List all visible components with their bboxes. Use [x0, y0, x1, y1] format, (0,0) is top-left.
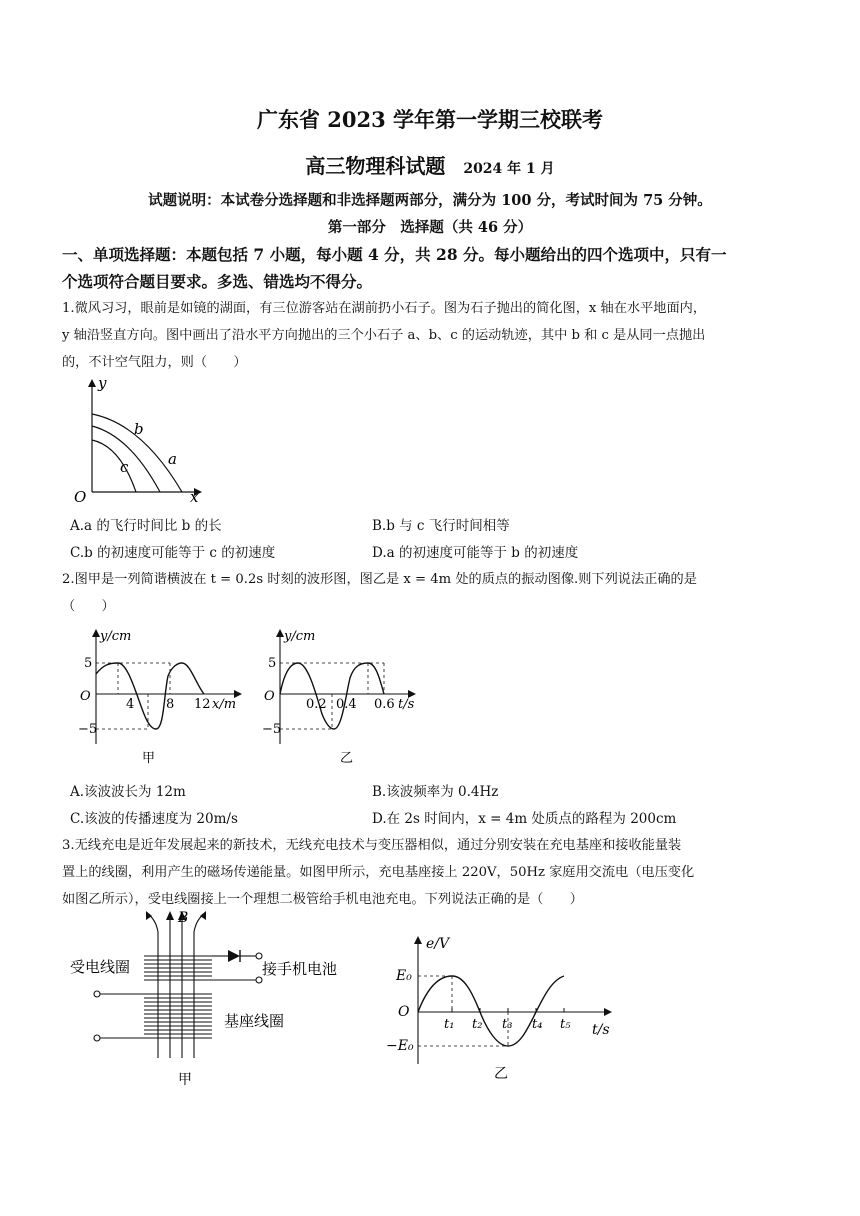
q2-yi-tick-02: 0.2 — [306, 697, 327, 712]
q2-option-d[interactable]: D.在 2s 时间内，x = 4m 处质点的路程为 200cm — [372, 811, 677, 827]
q1-option-d[interactable]: D.a 的初速度可能等于 b 的初速度 — [372, 545, 579, 561]
q3-b-label: B — [178, 910, 189, 926]
q2-option-c[interactable]: C.该波的传播速度为 20m/s — [70, 811, 238, 827]
q3-yi-caption: 乙 — [494, 1066, 508, 1082]
q2-jia-ylabel: y/cm — [100, 629, 132, 644]
q2-jia-xlabel: x/m — [212, 697, 237, 712]
q1-trajectory-figure — [70, 374, 210, 506]
q3-yi-tick-t2: t₂ — [472, 1017, 483, 1032]
q3-line1: 3.无线充电是近年发展起来的新技术，无线充电技术与变压器相似，通过分别安装在充电基座和接收能量装 — [62, 838, 682, 853]
q1-option-c[interactable]: C.b 的初速度可能等于 c 的初速度 — [70, 545, 276, 561]
q2-jia-origin: O — [80, 689, 91, 704]
q2-yi-tick-06: 0.6 — [374, 697, 395, 712]
q3-coil-figure — [64, 908, 364, 1092]
q2-jia-tick-4: 4 — [126, 697, 135, 712]
section1-line1: 一、单项选择题：本题包括 7 小题，每小题 4 分，共 28 分。每小题给出的四个选项中，只有一 — [62, 245, 727, 264]
q2-yi-origin: O — [264, 689, 275, 704]
q1-option-a[interactable]: A.a 的飞行时间比 b 的长 — [70, 518, 222, 534]
exam-instructions: 试题说明：本试卷分选择题和非选择题两部分，满分为 100 分，考试时间为 75 分钟。 — [148, 192, 712, 209]
exam-subtitle-row — [0, 150, 860, 179]
q1-line1: 1.微风习习，眼前是如镜的湖面，有三位游客站在湖前扔小石子。图为石子抛出的简化图，x 轴在水平地面内， — [62, 301, 707, 316]
q2-yi-caption: 乙 — [340, 751, 354, 766]
q3-yi-xlabel: t/s — [592, 1022, 610, 1038]
q2-yi-ymin: −5 — [262, 722, 282, 737]
q2-wave-figure-jia — [78, 626, 250, 774]
exam-title: 广东省 2023 学年第一学期三校联考 — [256, 107, 604, 132]
q2-yi-xlabel: t/s — [398, 697, 415, 712]
q3-yi-tick-t3: t₃ — [502, 1017, 513, 1032]
q2-yi-ylabel: y/cm — [284, 629, 316, 644]
q2-jia-ymax: 5 — [84, 656, 93, 671]
q2-jia-tick-12: 12 — [194, 697, 211, 712]
q3-yi-e0: E₀ — [396, 968, 412, 984]
q3-yi-tick-t1: t₁ — [444, 1017, 455, 1032]
q3-yi-neg-e0: −E₀ — [386, 1038, 414, 1054]
q3-yi-ylabel: e/V — [426, 936, 450, 952]
part-one-heading: 第一部分 选择题（共 46 分） — [327, 219, 533, 236]
q2-jia-caption: 甲 — [142, 751, 156, 766]
q3-base-coil-label: 基座线圈 — [224, 1012, 285, 1030]
q2-jia-tick-8: 8 — [166, 697, 175, 712]
q3-line3: 如图乙所示），受电线圈接上一个理想二极管给手机电池充电。下列说法正确的是（ ） — [62, 892, 583, 907]
q2-wave-figure-yi — [262, 626, 430, 774]
q3-yi-tick-t5: t₅ — [560, 1017, 571, 1032]
q1-line2: y 轴沿竖直方向。图中画出了沿水平方向抛出的三个小石子 a、b、c 的运动轨迹，其中 b 和 c 是从同一点抛出 — [62, 328, 706, 343]
q1-label-c: c — [120, 458, 129, 476]
q3-receive-coil-label: 受电线圈 — [70, 958, 131, 976]
q2-line1: 2.图甲是一列简谐横波在 t = 0.2s 时刻的波形图，图乙是 x = 4m 处的质点的振动图像.则下列说法正确的是 — [62, 572, 697, 587]
exam-subtitle: 高三物理科试题 — [305, 154, 446, 178]
q3-line2: 置上的线圈，利用产生的磁场传递能量。如图甲所示，充电基座接上 220V，50Hz 家庭用交流电（电压变化 — [62, 865, 695, 880]
q2-option-b[interactable]: B.该波频率为 0.4Hz — [372, 784, 499, 800]
exam-date: 2024 年 1 月 — [463, 161, 555, 177]
q2-jia-ymin: −5 — [78, 722, 98, 737]
q3-yi-origin: O — [398, 1004, 410, 1020]
q3-yi-tick-t4: t₄ — [532, 1017, 543, 1032]
q1-origin: O — [74, 488, 87, 506]
q3-battery-label: 接手机电池 — [262, 960, 338, 978]
q1-label-a: a — [168, 450, 177, 468]
q3-jia-caption: 甲 — [178, 1072, 192, 1088]
q2-line2: （ ） — [62, 599, 115, 614]
q2-yi-ymax: 5 — [268, 656, 277, 671]
q1-label-b: b — [134, 420, 144, 438]
q2-option-a[interactable]: A.该波波长为 12m — [70, 784, 186, 800]
q1-option-b[interactable]: B.b 与 c 飞行时间相等 — [372, 518, 510, 534]
q1-line3: 的，不计空气阻力，则（ ） — [62, 355, 247, 370]
section1-line2: 个选项符合题目要求。多选、错选均不得分。 — [62, 272, 373, 291]
q3-voltage-figure — [356, 924, 624, 1088]
q1-x-label: x — [190, 488, 199, 506]
q1-y-label: y — [98, 374, 107, 392]
q2-yi-tick-04: 0.4 — [336, 697, 357, 712]
